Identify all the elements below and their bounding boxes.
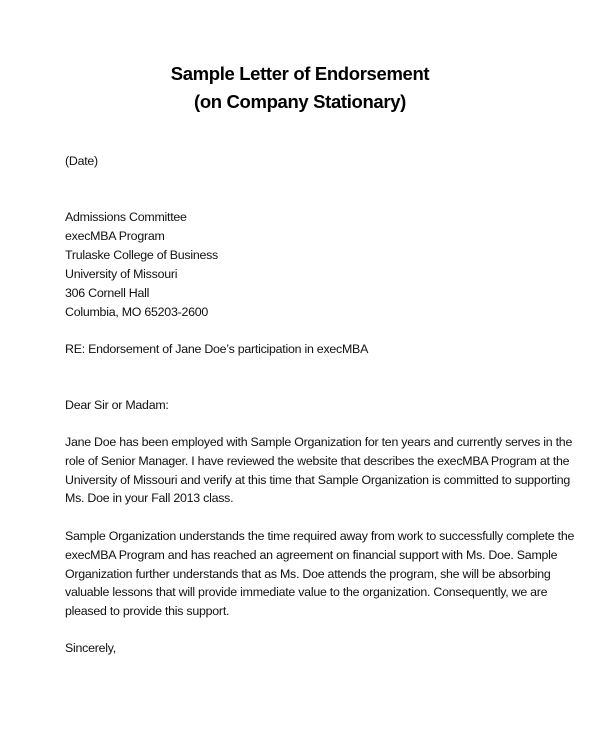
closing: Sincerely, (65, 641, 116, 655)
paragraph-line: execMBA Program and has reached an agreement on financial support with Ms. Doe. Sample (65, 547, 558, 562)
salutation: Dear Sir or Madam: (65, 398, 169, 412)
paragraph-1 (65, 433, 573, 508)
address-line: 306 Cornell Hall (65, 286, 150, 300)
paragraph-line: pleased to provide this support. (65, 604, 230, 619)
letter-subtitle: (on Company Stationary) (194, 91, 406, 112)
paragraph-line: Sample Organization understands the time required away from work to successfully complete the (65, 529, 575, 543)
paragraph-line: role of Senior Manager. I have reviewed the website that describes the execMBA Program at the (65, 453, 570, 468)
paragraph-2 (65, 527, 575, 621)
paragraph-line: Jane Doe has been employed with Sample Organization for ten years and currently serves in the (65, 435, 573, 449)
address-line: execMBA Program (65, 229, 165, 243)
date-placeholder: (Date) (65, 154, 98, 168)
paragraph-line: University of Missouri and verify at this time that Sample Organization is committed to supporting (65, 472, 571, 487)
address-line: Columbia, MO 65203-2600 (65, 305, 209, 319)
letter-title: Sample Letter of Endorsement (170, 63, 430, 84)
recipient-address (65, 208, 555, 322)
address-line: Trulaske College of Business (65, 248, 219, 262)
letter-heading (0, 60, 600, 116)
address-line: Admissions Committee (65, 210, 187, 224)
address-line: University of Missouri (65, 267, 178, 281)
paragraph-line: Ms. Doe in your Fall 2013 class. (65, 491, 234, 506)
paragraph-line: valuable lessons that will provide immediate value to the organization. Consequently, we are (65, 585, 548, 600)
subject-line: RE: Endorsement of Jane Doe’s participation in execMBA (65, 342, 369, 356)
paragraph-line: Organization further understands that as Ms. Doe attends the program, she will be absorbing (65, 566, 551, 581)
